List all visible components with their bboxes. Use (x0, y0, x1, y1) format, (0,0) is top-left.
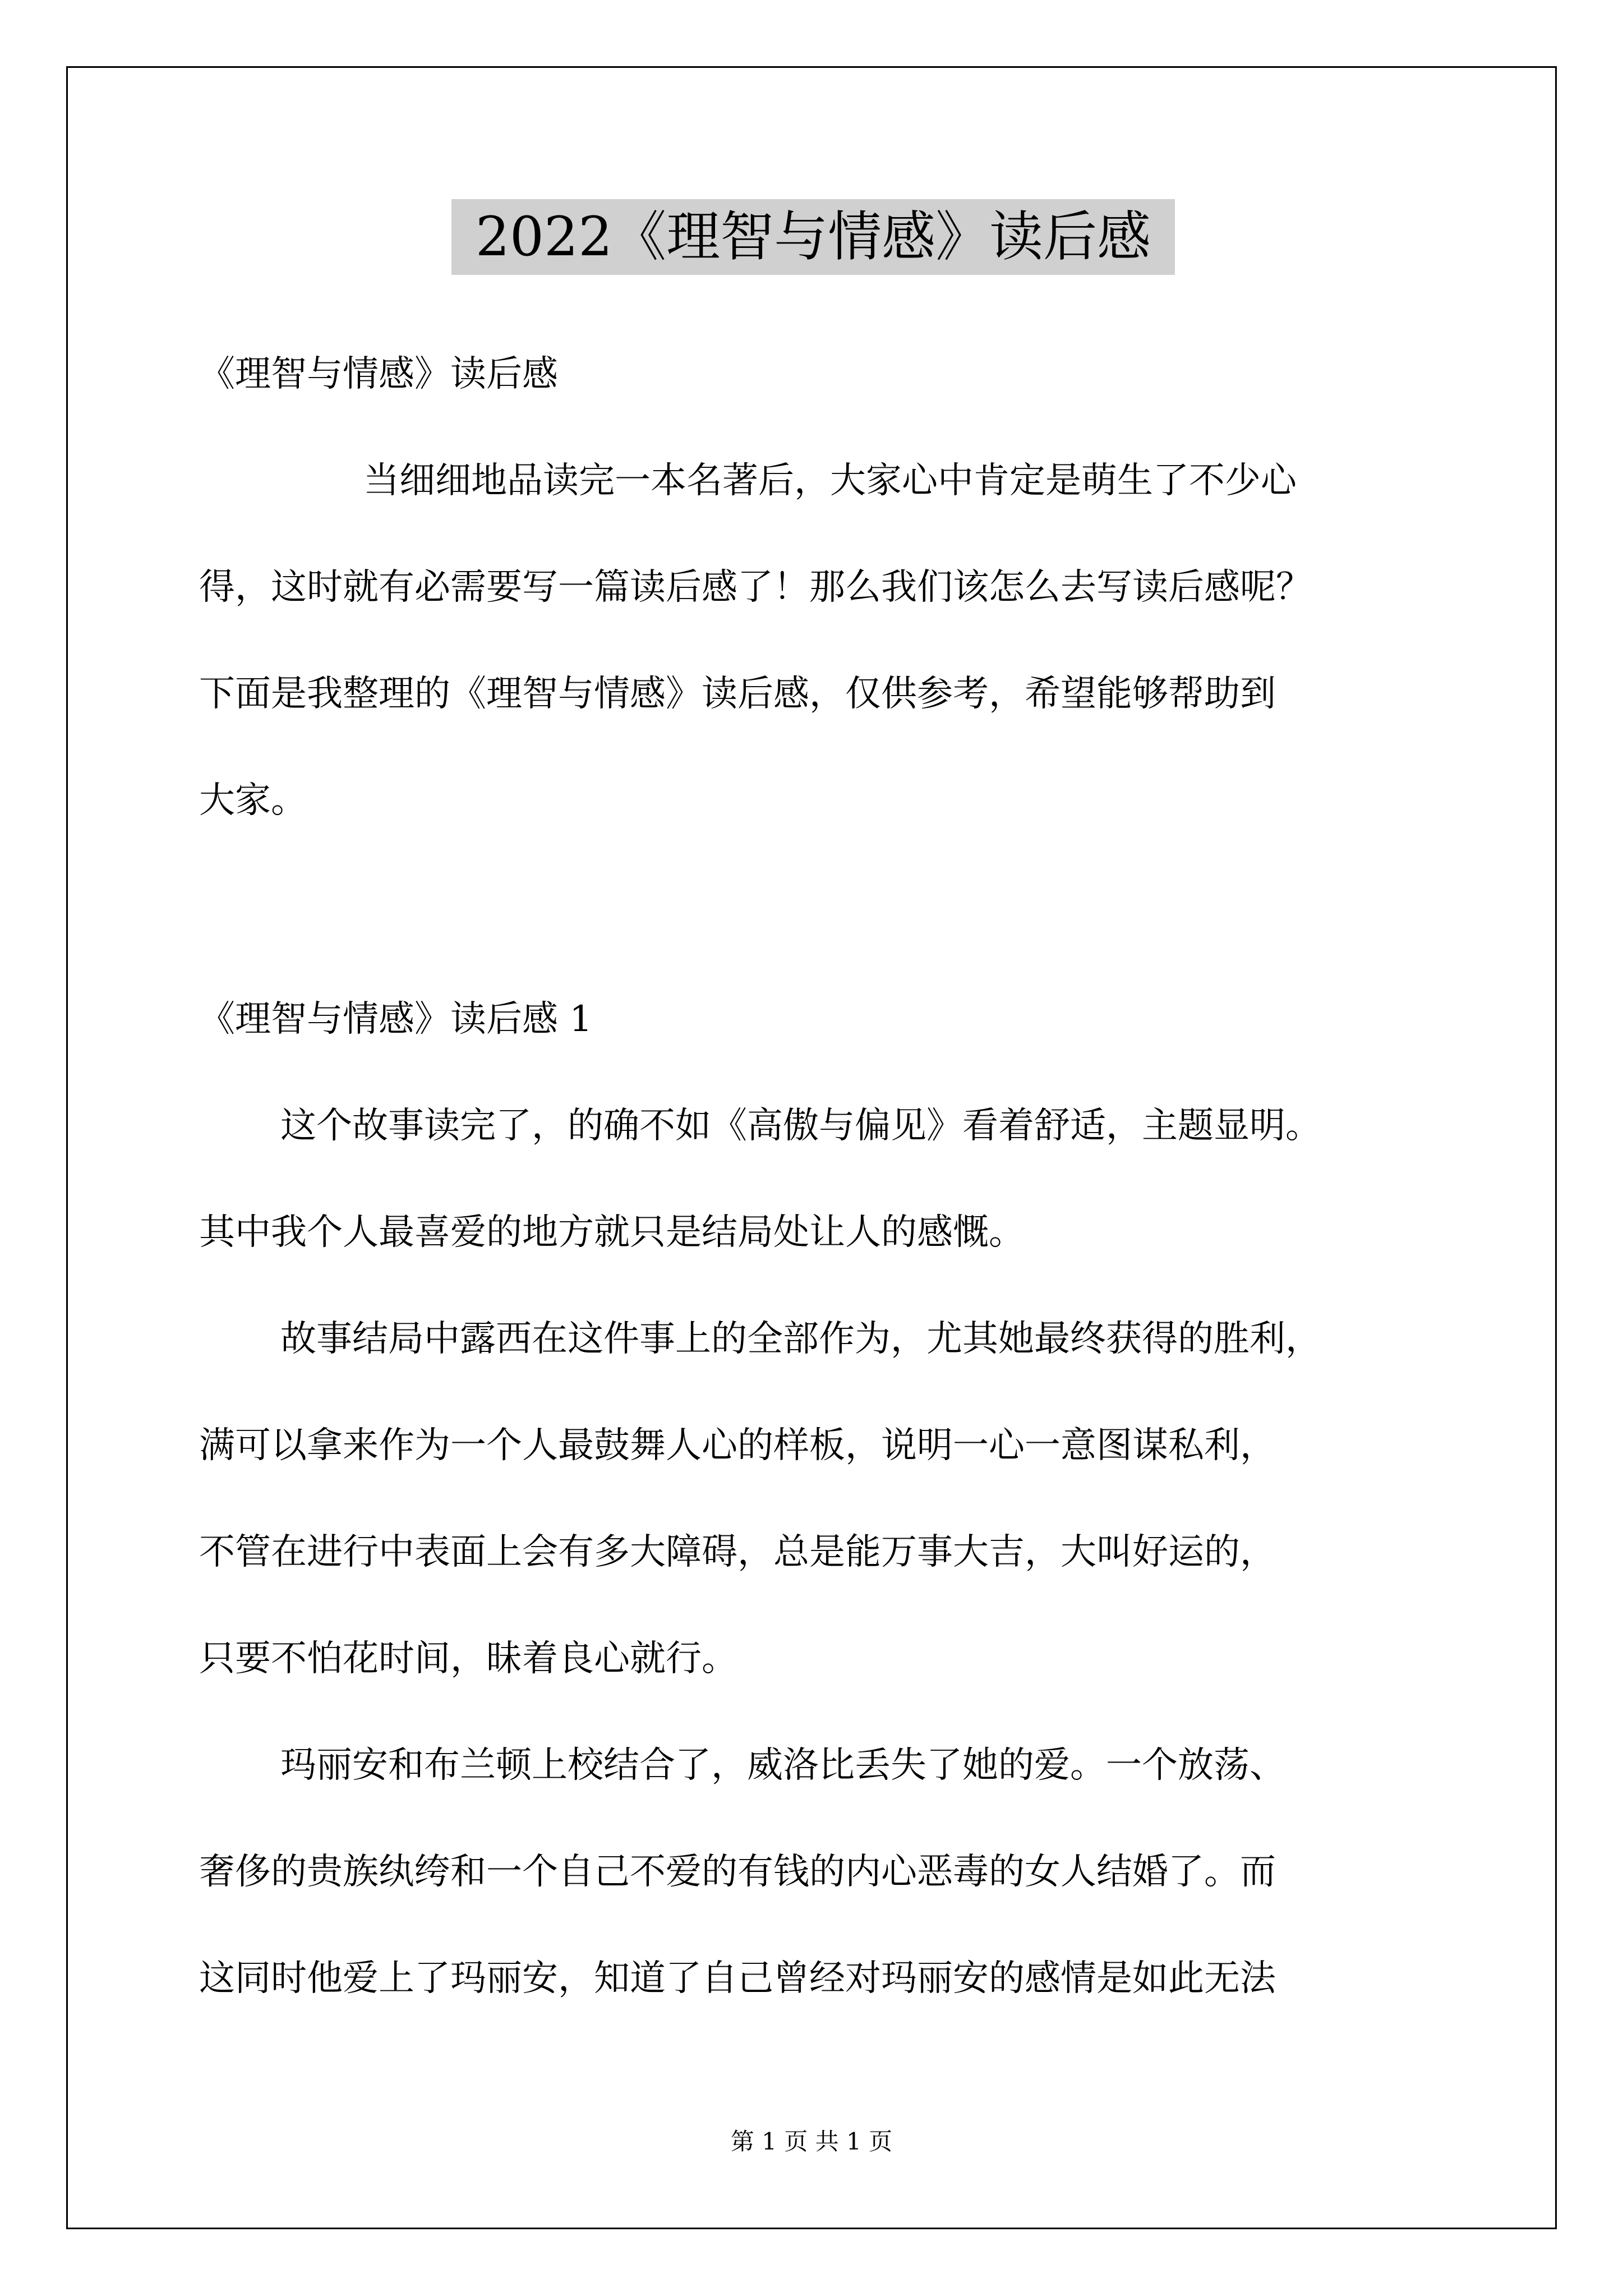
paragraph-line: 故事结局中露西在这件事上的全部作为，尤其她最终获得的胜利， (280, 1318, 1321, 1360)
section-heading: 《理智与情感》读后感 1 (199, 999, 593, 1040)
paragraph-line: 下面是我整理的《理智与情感》读后感，仅供参考，希望能够帮助到 (199, 673, 1276, 715)
paragraph-line: 大家。 (199, 780, 307, 821)
paragraph-line: 玛丽安和布兰顿上校结合了，威洛比丢失了她的爱。一个放荡、 (280, 1745, 1285, 1786)
page-footer: 第 1 页 共 1 页 (730, 2128, 893, 2155)
document-title: 2022《理智与情感》读后感 (451, 199, 1175, 275)
paragraph-line: 奢侈的贵族纨绔和一个自己不爱的有钱的内心恶毒的女人结婚了。而 (199, 1851, 1276, 1893)
paragraph-line: 这个故事读完了，的确不如《高傲与偏见》看着舒适，主题显明。 (280, 1105, 1321, 1147)
paragraph-line: 只要不怕花时间，昧着良心就行。 (199, 1638, 737, 1680)
section-heading: 《理智与情感》读后感 (199, 353, 558, 395)
paragraph-line: 满可以拿来作为一个人最鼓舞人心的样板，说明一心一意图谋私利， (199, 1425, 1276, 1466)
paragraph-line: 不管在进行中表面上会有多大障碍，总是能万事大吉，大叫好运的， (199, 1531, 1276, 1573)
paragraph-line: 当细细地品读完一本名著后，大家心中肯定是萌生了不少心 (363, 460, 1297, 501)
paragraph-line: 其中我个人最喜爱的地方就只是结局处让人的感慨。 (199, 1212, 1025, 1253)
paragraph-line: 这同时他爱上了玛丽安，知道了自己曾经对玛丽安的感情是如此无法 (199, 1958, 1276, 1999)
paragraph-line: 得，这时就有必需要写一篇读后感了！那么我们该怎么去写读后感呢？ (199, 567, 1312, 608)
